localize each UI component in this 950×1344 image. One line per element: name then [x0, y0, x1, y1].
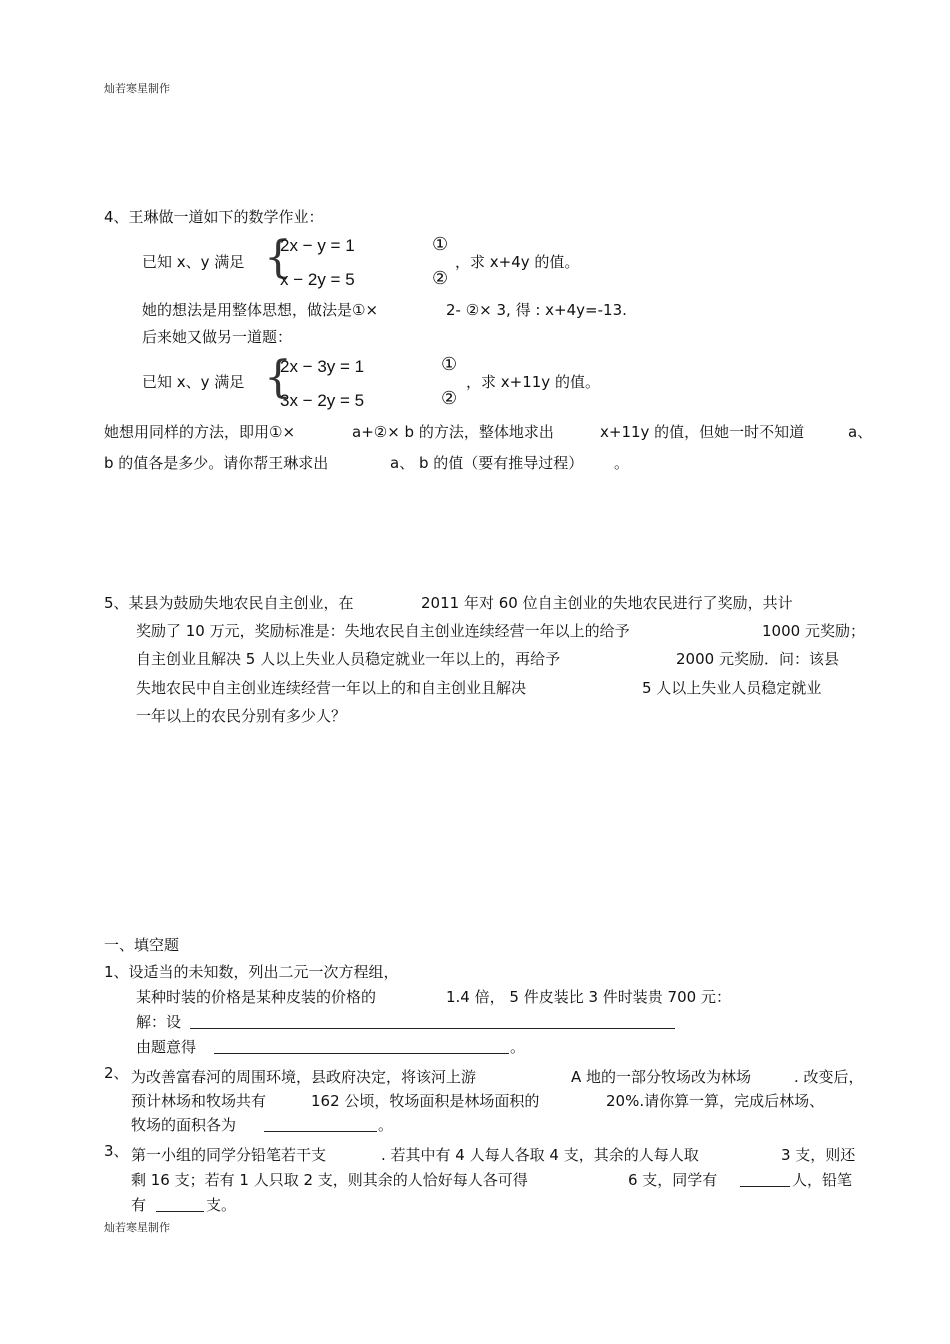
section-title: 一、填空题 — [104, 936, 180, 954]
q3-number: 3、 — [104, 1142, 129, 1160]
circled-two-mark: ② — [432, 268, 449, 289]
q5-line4-a: 失地农民中自主创业连续经营一年以上的和自主创业且解决 — [136, 679, 527, 697]
q2-line3-b: 。 — [378, 1116, 394, 1134]
q3-line3-a: 有 — [131, 1196, 147, 1214]
q3-line2-c: 人，铅笔 — [792, 1171, 853, 1189]
q1-end: 。 — [510, 1038, 526, 1056]
q2-line2-a: 预计林场和牧场共有 — [131, 1092, 267, 1110]
q2-line2-c: 20%.请你算一算，完成后林场、 — [606, 1092, 825, 1110]
q1-solution-label: 解：设 — [136, 1013, 182, 1031]
q4-sys2-eq1: 2x − 3y = 1 — [280, 357, 365, 376]
q2-number: 2、 — [104, 1064, 129, 1082]
q3-students-blank[interactable] — [740, 1170, 790, 1187]
q5-line1-a: 5、某县为鼓励失地农民自主创业，在 — [104, 594, 354, 612]
q5-line1-b: 2011 年对 60 位自主创业的失地农民进行了奖励，共计 — [421, 594, 793, 612]
q4-line2-a: b 的值各是多少。请你帮王琳求出 — [104, 454, 329, 472]
page-header: 灿若寒星制作 — [104, 82, 170, 95]
q5-line2-b: 1000 元奖励； — [762, 622, 865, 640]
q3-line2-b: 6 支，同学有 — [628, 1171, 718, 1189]
circled-one-mark: ① — [441, 354, 458, 375]
q4-known-2: 已知 x、y 满足 — [142, 373, 245, 391]
q1-by-label: 由题意得 — [136, 1038, 197, 1056]
q4-ask-2: ，求 x+11y 的值。 — [466, 373, 600, 391]
q4-line2-c: 。 — [614, 454, 630, 472]
q4-line1-a: 她想用同样的方法，即用①× — [104, 423, 296, 441]
q4-ask-1: ，求 x+4y 的值。 — [455, 253, 580, 271]
circled-two-mark: ② — [441, 388, 458, 409]
q4-line1-d: a、 — [848, 423, 873, 441]
q4-line1-c: x+11y 的值，但她一时不知道 — [600, 423, 805, 441]
q4-line2-b: a、 b 的值（要有推导过程） — [390, 454, 584, 472]
q3-line1-b: . 若其中有 4 人每人各取 4 支，其余的人每人取 — [381, 1146, 699, 1164]
q5-line3-b: 2000 元奖励．问：该县 — [676, 650, 839, 668]
q1-statement-a: 某种时装的价格是某种皮装的价格的 — [136, 988, 377, 1006]
q3-line1-a: 第一小组的同学分铅笔若干支 — [131, 1146, 327, 1164]
q5-line5: 一年以上的农民分别有多少人？ — [136, 707, 347, 725]
q5-line4-b: 5 人以上失业人员稳定就业 — [642, 679, 822, 697]
circled-one-mark: ① — [432, 234, 449, 255]
q2-line2-b: 162 公顷，牧场面积是林场面积的 — [311, 1092, 540, 1110]
q4-sys2-eq2: 3x − 2y = 5 — [280, 391, 365, 410]
q4-idea: 她的想法是用整体思想，做法是①× — [142, 301, 379, 319]
q4-sys1-eq2: x − 2y = 5 — [280, 270, 355, 289]
q2-line1-b: A 地的一部分牧场改为林场 — [571, 1068, 752, 1086]
q2-answer-blank[interactable] — [264, 1115, 377, 1132]
q2-line3-a: 牧场的面积各为 — [131, 1116, 237, 1134]
brace-icon: { — [264, 232, 292, 283]
q4-line1-b: a+②× b 的方法，整体地求出 — [352, 423, 554, 441]
q5-line3-a: 自主创业且解决 5 人以上失业人员稳定就业一年以上的，再给予 — [136, 650, 561, 668]
q3-line1-c: 3 支，则还 — [781, 1146, 856, 1164]
q4-known-1: 已知 x、y 满足 — [142, 253, 245, 271]
q4-idea-rest: 2- ②× 3, 得 : x+4y=-13. — [446, 301, 627, 319]
q4-later: 后来她又做另一道题： — [142, 328, 293, 346]
brace-icon: { — [264, 352, 292, 403]
q2-line1-a: 为改善富春河的周围环境，县政府决定，将该河上游 — [131, 1068, 477, 1086]
q4-sys1-eq1: 2x − y = 1 — [280, 236, 355, 255]
q5-line2-a: 奖励了 10 万元，奖励标准是：失地农民自主创业连续经营一年以上的给予 — [136, 622, 630, 640]
q1-title: 1、设适当的未知数，列出二元一次方程组， — [104, 963, 399, 981]
q1-statement-b: 1.4 倍， 5 件皮装比 3 件时装贵 700 元： — [446, 988, 731, 1006]
q1-equation-blank[interactable] — [214, 1037, 509, 1054]
page-footer: 灿若寒星制作 — [104, 1221, 170, 1234]
q3-line3-b: 支。 — [206, 1196, 237, 1214]
q1-solution-blank[interactable] — [190, 1012, 675, 1029]
q3-pencils-blank[interactable] — [156, 1195, 204, 1212]
q3-line2-a: 剩 16 支；若有 1 人只取 2 支，则其余的人恰好每人各可得 — [131, 1171, 528, 1189]
q2-line1-c: . 改变后， — [794, 1068, 864, 1086]
q4-title: 4、王琳做一道如下的数学作业： — [104, 208, 324, 226]
